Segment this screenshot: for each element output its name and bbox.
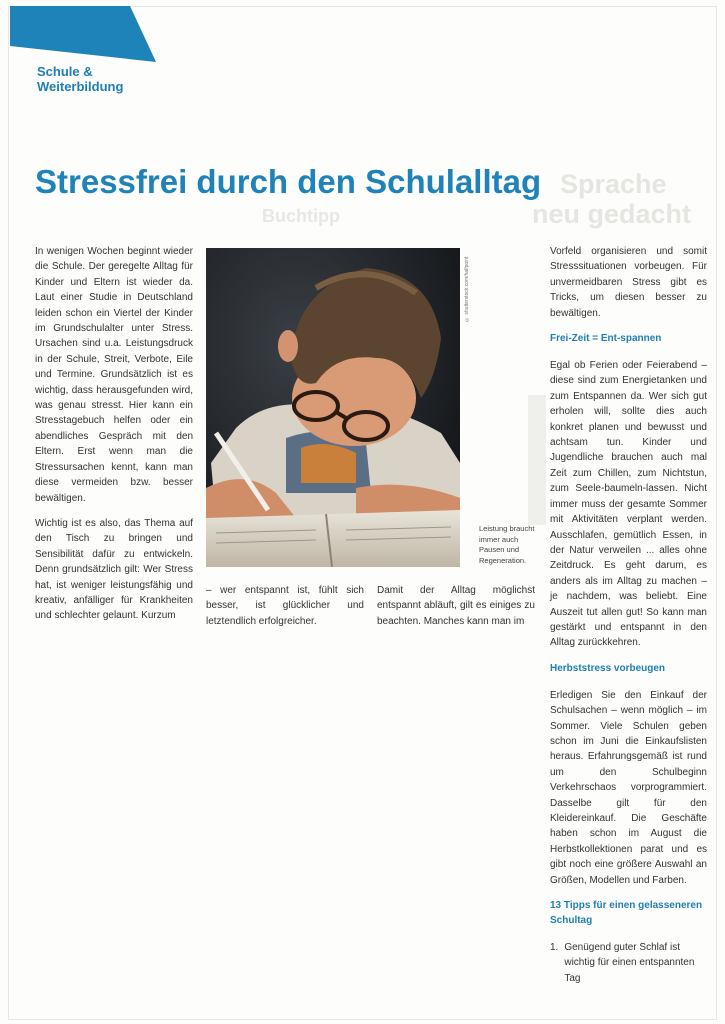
article-headline: Stressfrei durch den Schulalltag (35, 163, 542, 200)
paragraph: Erledigen Sie den Einkauf der Schulsachen – wenn möglich – im Sommer. Viele Schulen geben schon im Juni die Einkaufslisten heraus. Erfahrungsgemäß ist rund um den Schulbeginn Verkehrschaos vorprogrammiert. Dasselbe gilt für den Kleidereinkauf. Die Geschäfte haben schon im August die Herbstkollektionen parat und es gibt noch eine größere Auswahl an Größen, Modellen und Farben. (550, 689, 707, 886)
tip-text: Genügend guter Schlaf ist wichtig für einen entspannten Tag (564, 942, 695, 984)
subheading-herbststress: Herbststress vorbeugen (550, 662, 666, 674)
tip-number: 1. (550, 942, 559, 954)
article-photo (206, 248, 460, 567)
ghost-title-2: neu gedacht (532, 199, 692, 229)
subheading-tipps: 13 Tipps für einen gelasseneren Schultag (550, 900, 703, 927)
column-3 (377, 583, 535, 639)
ghost-subtitle: Buchtipp (262, 206, 340, 226)
column-1 (35, 244, 193, 634)
paragraph: Wichtig ist es also, das Thema auf den Tisch zu bringen und Sensibilität dafür zu entwickeln. Denn grundsätzlich gilt: Wer Stress hat, ist weniger leistungsfähig und kreativ, anfälliger für Krankheiten und schlechter gelaunt. Kurzum (35, 517, 193, 622)
ghost-title-1: Sprache (560, 169, 667, 199)
section-label-line1: Schule & (37, 64, 93, 79)
paragraph: Damit der Alltag möglichst entspannt abläuft, gilt es einiges zu beachten. Manches kann man im (377, 585, 535, 627)
paragraph: – wer entspannt ist, fühlt sich besser, ist glücklicher und letztendlich erfolgreicher. (206, 585, 364, 627)
paragraph: In wenigen Wochen beginnt wieder die Schule. Der geregelte Alltag für Kinder und Eltern ist wieder da. Laut einer Studie in Deutschland leiden schon ein Viertel der Kinder im Grundschulalter unter Stress. Ursachen sind u.a. Leistungsdruck in der Schule, Streit, Verbote, Eile und Termine. Grundsätzlich ist es wichtig, dass herausgefunden wird, was genau stresst. Hier kann ein Stresstagebuch helfen oder ein abendliches Gespräch mit den Eltern. Erst wenn man die Stressursachen kennt, kann man diese vermeiden bzw. besser bewältigen. (35, 246, 193, 504)
ghost-shape (528, 395, 546, 525)
section-label-line2: Weiterbildung (37, 79, 124, 94)
subheading-freizeit: Frei-Zeit = Ent-spannen (550, 333, 662, 345)
paragraph: Vorfeld organisieren und somit Stresssituationen vorbeugen. Für unvermeidbaren Stress gibt es Tricks, um diesen besser zu bewältigen. (550, 246, 707, 319)
corner-banner (10, 6, 156, 62)
paragraph: Egal ob Ferien oder Feierabend – diese sind zum Energietanken und zum Entspannen da. Wer sich gut erholen will, sollte dies auch konkret planen und bewusst und achtsam tun. Kinder und Jugendliche brauchen auch mal Zeit zum Chillen, zum Nichtstun, zum Seele-baumeln-lassen. Nicht immer muss der gesamte Sommer mit Aktivitäten verplant werden. Ausschlafen, gemütlich Essen, in der Natur verweilen ... alles ohne Zeitdruck. Es geht darum, es anders als im Alltag zu machen – je nachdem, was beliebt. Eine Auszeit tut allen gut! So kann man gestärkt und entspannt in den Alltag zurückkehren. (550, 360, 707, 649)
tip-list-item (550, 940, 707, 986)
column-4 (550, 244, 707, 986)
photo-boy-writing (206, 248, 460, 567)
section-label (37, 64, 123, 94)
photo-credit: © shutterstock.com/halfpoint (464, 256, 470, 322)
column-2 (206, 583, 364, 639)
photo-caption: Leistung braucht immer auch Pausen und Regeneration. (479, 524, 535, 565)
